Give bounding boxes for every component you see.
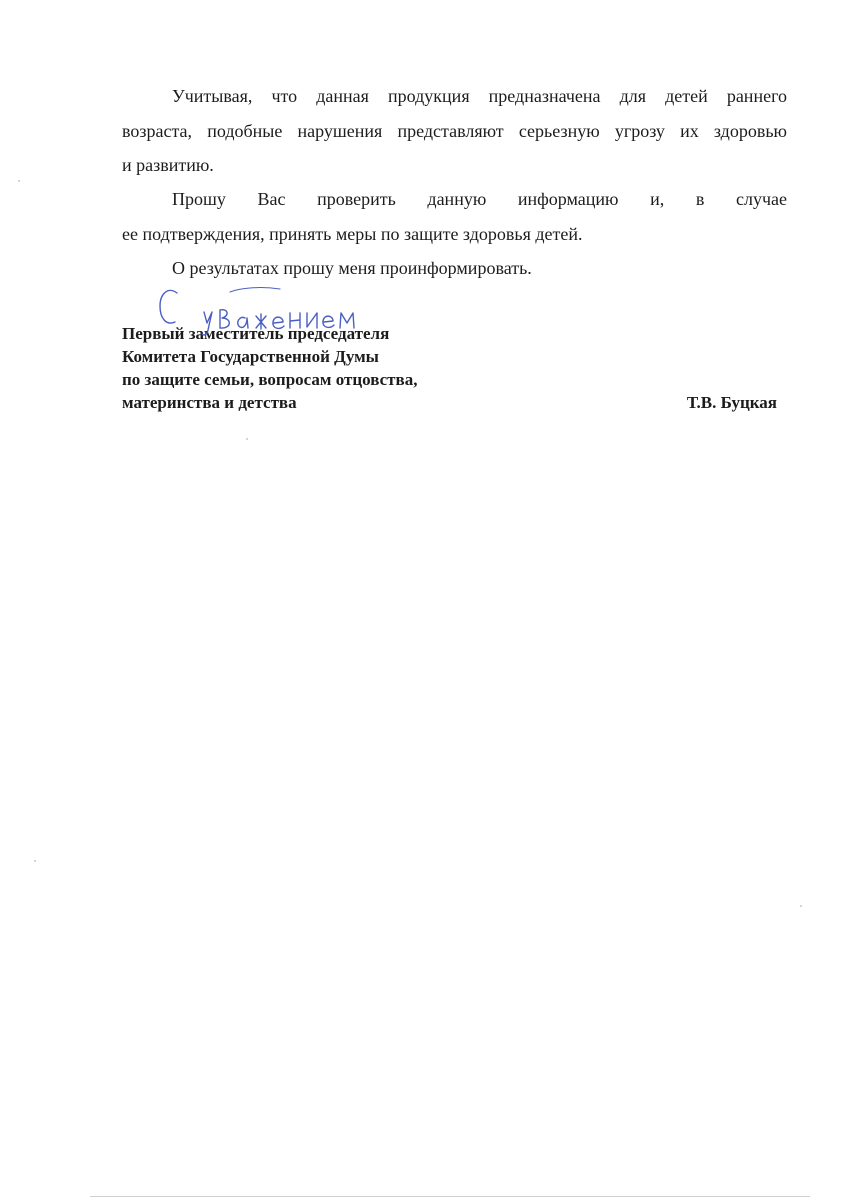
paragraph-line: Прошу Вас проверить данную информацию и, в случае xyxy=(172,189,787,209)
scan-speck xyxy=(800,905,802,907)
paragraph-line: и развитию. xyxy=(122,155,214,175)
scan-speck xyxy=(246,438,248,440)
paragraph-request-results: О результатах прошу меня проинформировать. xyxy=(172,258,532,278)
signature-block xyxy=(122,322,787,414)
position-line: Комитета Государственной Думы xyxy=(122,347,379,366)
scan-edge xyxy=(90,1196,810,1197)
position-line: Первый заместитель председателя xyxy=(122,324,390,343)
position-line: по защите семьи, вопросам отцовства, xyxy=(122,370,418,389)
paragraph-product-risk xyxy=(122,79,787,183)
paragraph-line: ее подтверждения, принять меры по защите здоровья детей. xyxy=(122,223,583,244)
scan-speck xyxy=(18,180,20,182)
paragraph-request-check xyxy=(122,182,787,251)
signer-name: Т.В. Буцкая xyxy=(686,393,777,412)
paragraph-line: возраста, подобные нарушения представляют серьезную угрозу их здоровью xyxy=(122,120,787,141)
scan-speck xyxy=(34,860,36,862)
position-line: материнства и детства xyxy=(122,393,297,412)
paragraph-line: Учитывая, что данная продукция предназначена для детей раннего xyxy=(172,86,787,106)
